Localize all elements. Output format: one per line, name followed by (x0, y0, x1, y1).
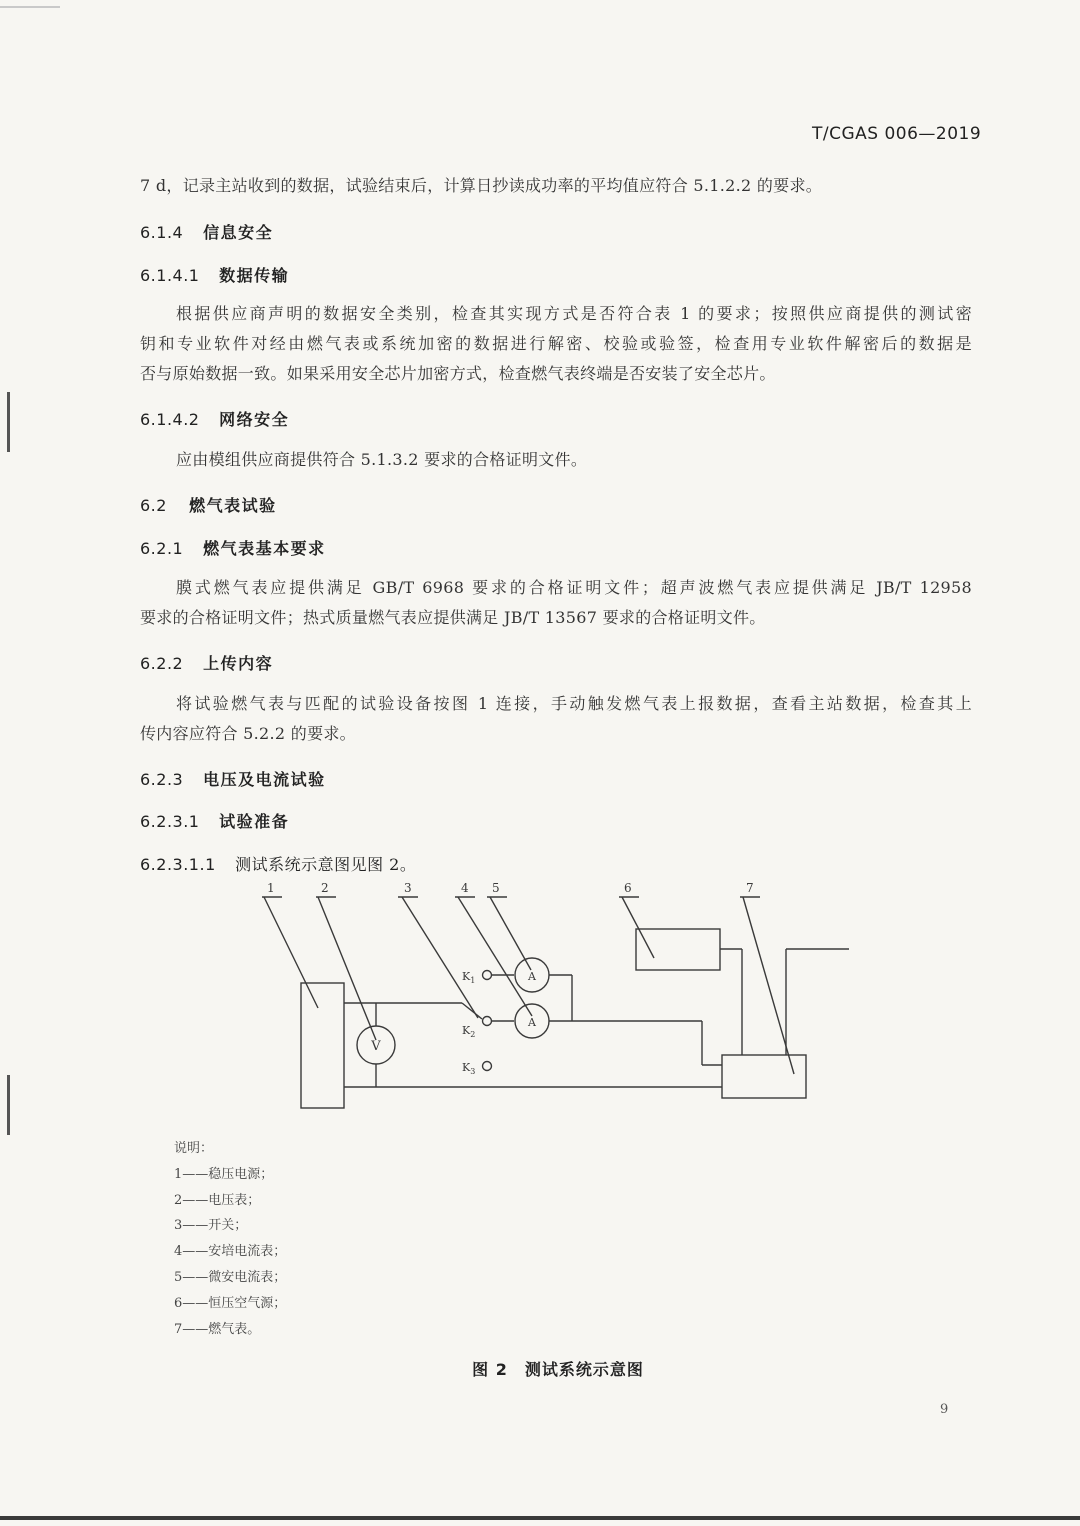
callout-label-7: 7 (746, 881, 754, 895)
switch-contact-k3 (483, 1062, 492, 1071)
page-number: 9 (940, 1402, 949, 1417)
gas-meter-box (722, 1055, 806, 1098)
legend-item: 6——恒压空气源； (174, 1295, 287, 1311)
switch-contact-k2 (483, 1017, 492, 1026)
air-source-box (636, 929, 720, 970)
section-title: 信息安全 (203, 223, 274, 242)
callout-label-4: 4 (461, 881, 469, 895)
section-number: 6.2 (140, 496, 167, 515)
section-number: 6.2.3.1.1 (140, 855, 216, 874)
switch-blade (462, 1003, 482, 1019)
figure-legend (174, 1136, 286, 1342)
section-title: 上传内容 (203, 654, 274, 673)
legend-title: 说明： (174, 1141, 214, 1156)
microammeter-symbol: A (528, 970, 536, 983)
paragraph-line: 钥和专业软件对经由燃气表或系统加密的数据进行解密、校验或验签，检查用专业软件解密后的数据是 (140, 334, 972, 353)
section-title: 网络安全 (219, 410, 290, 429)
callout-label-1: 1 (267, 881, 275, 895)
paragraph-line: 将试验燃气表与匹配的试验设备按图 1 连接，手动触发燃气表上报数据，查看主站数据，检查其上 (176, 694, 972, 713)
legend-item: 3——开关； (174, 1218, 248, 1234)
section-number: 6.2.3 (140, 770, 184, 789)
section-number: 6.2.2 (140, 654, 184, 673)
switch-label-k1: $K_1$ (462, 970, 476, 985)
document-code: T/CGAS 006—2019 (812, 124, 982, 144)
section-number: 6.2.1 (140, 539, 184, 558)
callout-leader-3 (402, 897, 478, 1018)
section-text: 测试系统示意图见图 2。 (235, 855, 417, 874)
voltmeter-symbol: V (371, 1039, 381, 1054)
switch-label-k2: $K_2$ (462, 1024, 476, 1039)
figure-caption: 图 2 测试系统示意图 (472, 1360, 644, 1379)
paragraph-line: 否与原始数据一致。如果采用安全芯片加密方式，检查燃气表终端是否安装了安全芯片。 (140, 364, 776, 383)
section-title: 电压及电流试验 (203, 770, 326, 789)
section-title: 试验准备 (219, 812, 290, 831)
section-number: 6.1.4.1 (140, 266, 200, 285)
legend-item: 7——燃气表。 (174, 1321, 261, 1337)
section-title: 数据传输 (219, 266, 290, 285)
switch-contact-k1 (483, 971, 492, 980)
section-title: 燃气表基本要求 (203, 539, 326, 558)
legend-item: 2——电压表； (174, 1192, 261, 1208)
section-number: 6.1.4 (140, 223, 184, 242)
paragraph-line: 膜式燃气表应提供满足 GB/T 6968 要求的合格证明文件；超声波燃气表应提供满足 JB/T 12958 (176, 578, 972, 597)
power-supply-box (301, 983, 344, 1108)
callout-leader-2 (318, 897, 376, 1040)
paragraph-line: 要求的合格证明文件；热式质量燃气表应提供满足 JB/T 13567 要求的合格证明文件。 (140, 608, 766, 627)
callout-leader-4 (458, 897, 532, 1016)
callout-leader-1 (264, 897, 318, 1008)
paragraph-top: 7 d，记录主站收到的数据，试验结束后，计算日抄读成功率的平均值应符合 5.1.2.2 的要求。 (140, 176, 823, 195)
scan-artifact-bottom (0, 1516, 1080, 1520)
callout-label-3: 3 (404, 881, 412, 895)
switch-label-k3: $K_3$ (462, 1061, 476, 1076)
section-title: 燃气表试验 (189, 496, 277, 515)
section-number: 6.2.3.1 (140, 812, 200, 831)
ammeter-symbol: A (528, 1016, 536, 1029)
callout-label-6: 6 (624, 881, 632, 895)
section-number: 6.1.4.2 (140, 410, 200, 429)
callout-label-2: 2 (321, 881, 329, 895)
legend-item: 4——安培电流表； (174, 1244, 287, 1260)
callout-label-5: 5 (492, 881, 500, 895)
legend-item: 5——微安电流表； (174, 1269, 287, 1285)
paragraph-line: 根据供应商声明的数据安全类别，检查其实现方式是否符合表 1 的要求；按照供应商提供的测试密 (176, 304, 972, 323)
paragraph-line: 传内容应符合 5.2.2 的要求。 (140, 724, 356, 743)
legend-item: 1——稳压电源； (174, 1166, 274, 1182)
callout-leader-6 (622, 897, 654, 958)
paragraph-6-1-4-2: 应由模组供应商提供符合 5.1.3.2 要求的合格证明文件。 (176, 450, 588, 469)
